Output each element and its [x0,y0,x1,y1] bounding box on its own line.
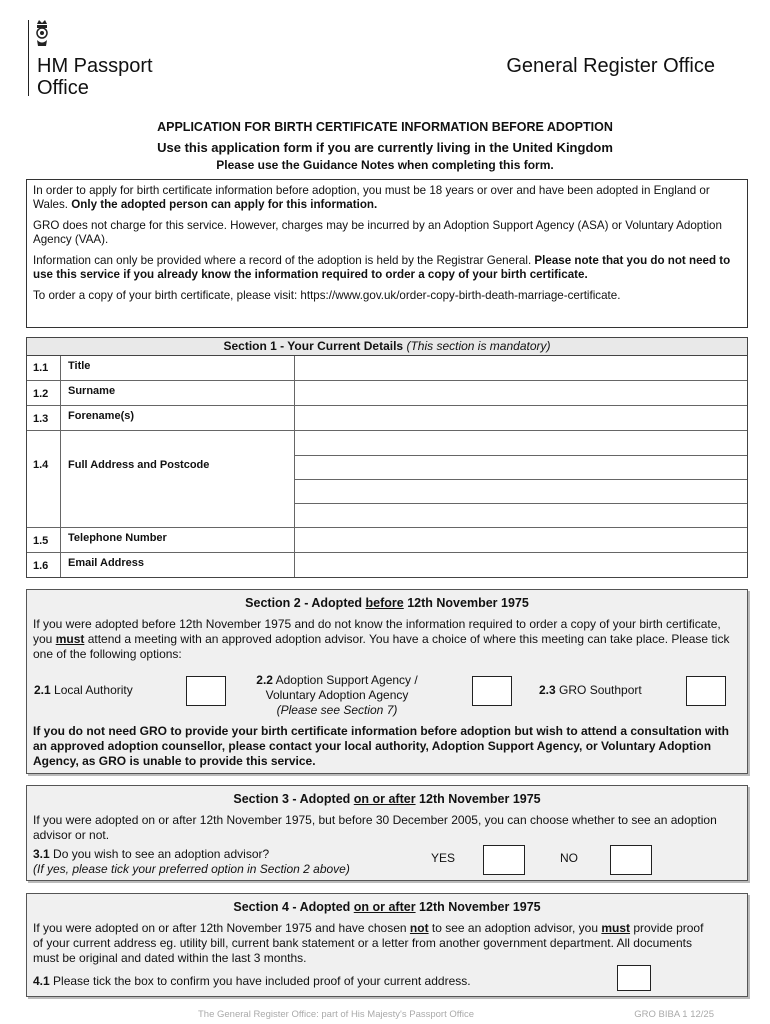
table-row: 1.6 Email Address [27,553,747,577]
logo-line-1: HM Passport [37,55,153,77]
intro-box [26,179,748,328]
intro-paragraph-1: In order to apply for birth certificate information before adoption, you must be 18 years or over and have been adopted in England or Wales. Only the adopted person can apply for this information. [33,184,710,211]
hmpo-logo [37,55,153,99]
option-gro-southport-label: 2.3 GRO Southport [539,683,642,697]
asa-vaa-checkbox[interactable] [472,676,512,706]
logo-line-2: Office [37,77,89,99]
logo-divider [28,20,29,96]
adviser-question: 3.1 Do you wish to see an adoption advisor? (If yes, please tick your preferred option in Section 2 above) [33,847,350,876]
gro-southport-checkbox[interactable] [686,676,726,706]
forenames-field[interactable] [294,406,747,430]
address-line-divider [294,479,747,480]
option-local-authority-label: 2.1 Local Authority [34,683,133,697]
section-4-title: Section 4 - Adopted on or after 12th November 1975 [233,900,541,914]
proof-of-address-checkbox[interactable] [617,965,651,991]
section-1-header: Section 1 - Your Current Details (This section is mandatory) [27,338,747,356]
section-2 [26,589,748,774]
table-row: 1.4 Full Address and Postcode [27,431,747,528]
no-checkbox[interactable] [610,845,652,875]
telephone-field[interactable] [294,528,747,552]
address-line-divider [294,503,747,504]
surname-field[interactable] [294,381,747,405]
section-2-note: If you do not need GRO to provide your birth certificate information before adoption but wish to attend a consultation with an approved adoption counsellor, please contact your local authority, Adoption Support Agency, or Voluntary Adoption Agency, as GRO is unable to provide this service. [33,724,730,768]
proof-question: 4.1 Please tick the box to confirm you have included proof of your current address. [33,974,471,988]
section-1-table [26,337,748,578]
table-row: 1.3 Forename(s) [27,406,747,431]
form-guidance: Please use the Guidance Notes when completing this form. [216,158,554,172]
form-subtitle: Use this application form if you are currently living in the United Kingdom [157,140,613,155]
form-title: APPLICATION FOR BIRTH CERTIFICATE INFORMATION BEFORE ADOPTION [157,120,613,134]
footer-form-code: GRO BIBA 1 12/25 [634,1009,714,1020]
section-4-body: If you were adopted on or after 12th November 1975 and have chosen not to see an adoption advisor, you must provide proof of your current address eg. utility bill, current bank statement or a letter from another government department. All documents must be original and dated within the last 3 months. [33,921,704,965]
yes-label: YES [431,851,456,865]
address-line-divider [294,455,747,456]
royal-crest-icon [34,18,50,48]
intro-paragraph-2: GRO does not charge for this service. However, charges may be incurred by an Adoption Support Agency (ASA) or Voluntary Adoption Agency (VAA). [33,219,722,246]
section-2-title: Section 2 - Adopted before 12th November 1975 [245,596,529,610]
table-row: 1.5 Telephone Number [27,528,747,553]
org-name: General Register Office [506,55,715,77]
option-asa-vaa-label: 2.2 Adoption Support Agency / Voluntary Adoption Agency (Please see Section 7) [256,673,418,717]
no-label: NO [560,851,578,865]
section-3-title: Section 3 - Adopted on or after 12th November 1975 [233,792,541,806]
section-2-body: If you were adopted before 12th November 1975 and do not know the information required to order a copy of your birth certificate, you must attend a meeting with an approved adoption advisor. You have a choice of where this meeting can take place. Please tick one of the following options: [33,617,730,661]
email-field[interactable] [294,553,747,577]
section-3 [26,785,748,881]
table-row: 1.1 Title [27,356,747,381]
intro-paragraph-3: Information can only be provided where a record of the adoption is held by the Registrar General. Please note that you do not need to use this service if you already know the information required to order a copy of your birth certificate. [33,254,731,281]
intro-paragraph-4: To order a copy of your birth certificate, please visit: https://www.gov.uk/order-copy-birth-death-marriage-certificate. [33,289,621,302]
section-4 [26,893,748,997]
table-row: 1.2 Surname [27,381,747,406]
title-field[interactable] [294,356,747,380]
section-3-body: If you were adopted on or after 12th November 1975, but before 30 December 2005, you can choose whether to see an adoption advisor or not. [33,813,717,842]
footer-org: The General Register Office: part of His Majesty's Passport Office [198,1009,475,1020]
local-authority-checkbox[interactable] [186,676,226,706]
yes-checkbox[interactable] [483,845,525,875]
